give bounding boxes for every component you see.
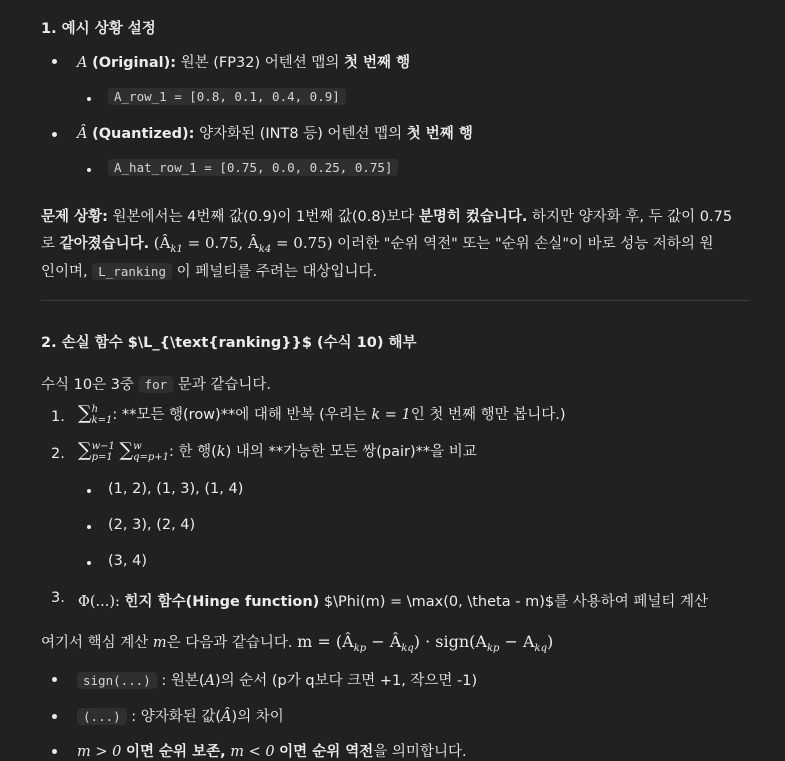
problem-line-2: 로 같아졌습니다. ($Â_{k1} = 0.75$, $Â_{k4} = 0.75$) 이러한 "순위 역전" 또는 "순위 손실"이 바로 성능 저하의 원 xyxy=(41,234,714,255)
list-number: 1. xyxy=(51,409,65,425)
bullet-dot xyxy=(87,97,91,101)
problem-line-3: 인이며, L_ranking 이 페널티를 주려는 대상입니다. xyxy=(41,264,378,280)
pair-list-item: (3, 4) xyxy=(108,553,147,569)
divider xyxy=(41,300,749,301)
bullet-dot xyxy=(87,525,91,529)
list-number: 2. xyxy=(51,446,65,462)
problem-line-1: 문제 상황: 원본에서는 4번째 값(0.9)이 1번째 값(0.8)보다 분명히 컸습니다. 하지만 양자화 후, 두 값이 0.75 xyxy=(41,209,733,225)
list-item-2: ∑w−1 p=1 ∑w q=p+1: 한 행(k) 내의 **가능한 모든 쌍(pair)**을 비교 xyxy=(78,439,477,463)
code-ahat-row: A_hat_row_1 = [0.75, 0.0, 0.25, 0.75] xyxy=(108,160,398,176)
bullet-dot xyxy=(52,59,57,64)
bullet-dot xyxy=(52,132,57,137)
code-a-row: A_row_1 = [0.8, 0.1, 0.4, 0.9] xyxy=(108,89,346,105)
explain-meaning: m > 0 이면 순위 보존, m < 0 이면 순위 역전을 의미합니다. xyxy=(77,744,467,760)
pair-list-item: (2, 3), (2, 4) xyxy=(108,517,196,533)
core-formula-line: 여기서 핵심 계산 m은 다음과 같습니다. $m = (Â_{kp}$ − $Â_{kq}$) · $sign(A_{kp} - A_{kq})$ xyxy=(41,632,554,655)
section-heading-1: 1. 예시 상황 설정 xyxy=(41,21,156,37)
list-item-1: ∑h k=1: **모든 행(row)**에 대해 반복 (우리는 k = 1인 첫 번째 행만 봅니다.) xyxy=(78,402,566,426)
intro-text: 수식 10은 3중 for 문과 같습니다. xyxy=(41,377,271,393)
pair-list-item: (1, 2), (1, 3), (1, 4) xyxy=(108,481,244,497)
list-item-3: Φ(...): 힌지 함수(Hinge function) $\Phi(m) = \max(0, \theta - m)$를 사용하여 페널티 계산 xyxy=(78,594,708,610)
list-item-ahat: Â (Quantized): 양자화된 (INT8 등) 어텐션 맵의 첫 번째 행 xyxy=(77,126,473,142)
section-heading-2: 2. 손실 함수 $\L_{\text{ranking}}$ (수식 10) 해부 xyxy=(41,335,417,351)
list-number: 3. xyxy=(51,590,65,606)
explain-diff: (...) : 양자화된 값(Â)의 차이 xyxy=(77,705,284,726)
bullet-dot xyxy=(87,168,91,172)
bullet-dot xyxy=(52,714,57,719)
bullet-dot xyxy=(52,749,57,754)
bullet-dot xyxy=(52,677,57,682)
list-item-a: A (Original): 원본 (FP32) 어텐션 맵의 첫 번째 행 xyxy=(77,55,411,71)
bullet-dot xyxy=(87,561,91,565)
explain-sign: sign(...) : 원본(A)의 순서 (p가 q보다 크면 +1, 작으면 -1) xyxy=(77,669,477,690)
bullet-dot xyxy=(87,489,91,493)
